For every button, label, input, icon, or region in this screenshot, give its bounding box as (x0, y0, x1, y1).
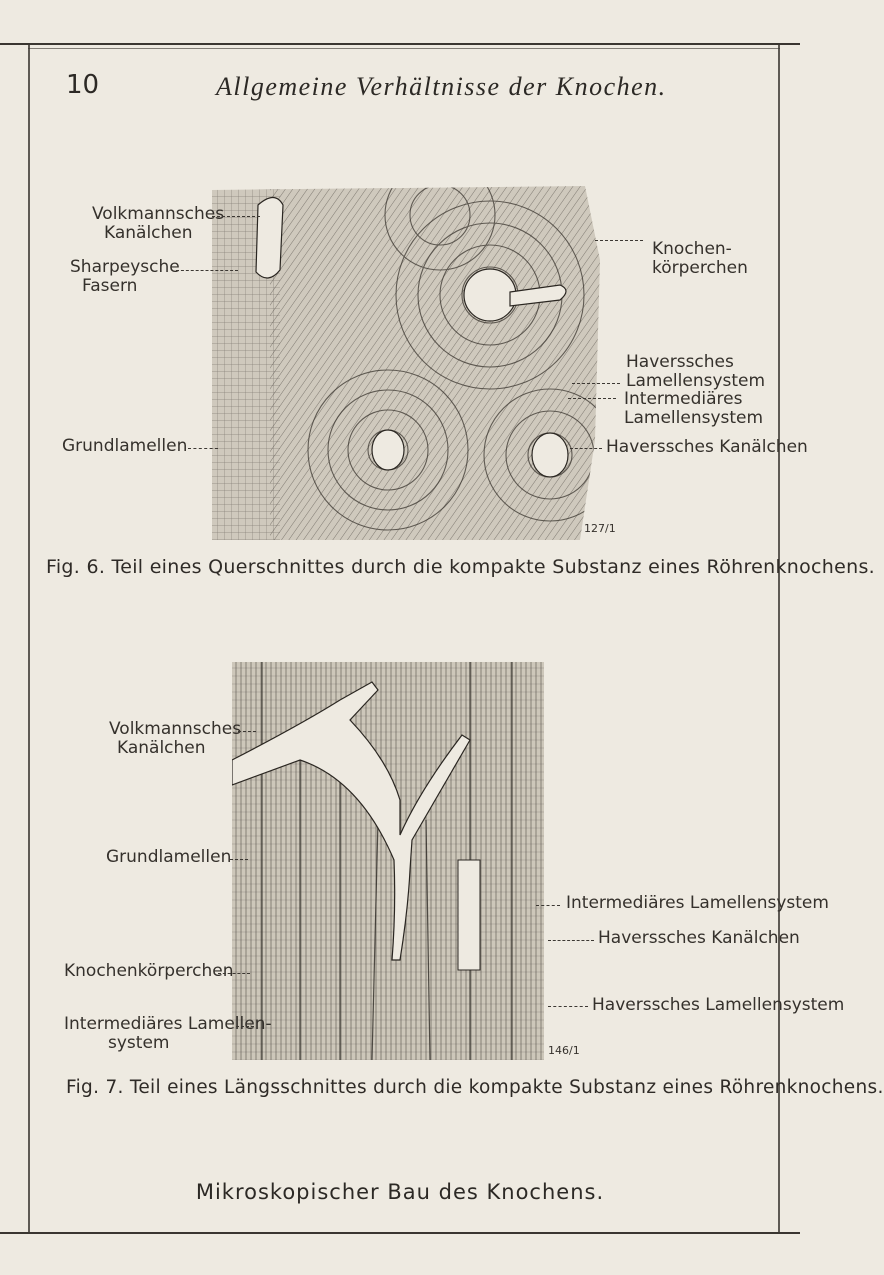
fig7-leader-intermed-right (536, 905, 560, 906)
fig7-label-havers-kanal: Haverssches Kanälchen (598, 928, 800, 948)
fig6-caption: Fig. 6. Teil eines Querschnittes durch die kompakte Substanz eines Röhrenknochens. (46, 556, 876, 578)
fig7-label-havers-system: Haverssches Lamellensystem (592, 995, 845, 1015)
fig7-leader-grundlamellen (230, 859, 248, 860)
fig7-leader-knochenkoerperchen (218, 973, 250, 974)
fig7-leader-volkmann (238, 731, 256, 732)
fig7-label-knochenkoerperchen: Knochenkörperchen (64, 961, 234, 981)
fig6-label-sharpey: Sharpeysche (70, 257, 180, 277)
fig6-label-intermed-line2: Lamellensystem (624, 408, 764, 428)
fig6-label-havers-kanal: Haverssches Kanälchen (606, 437, 808, 457)
fig7-caption: Fig. 7. Teil eines Längsschnittes durch die kompakte Substanz eines Röhrenknochens. (66, 1077, 884, 1098)
fig7-label-volkmann-line2: Kanälchen (117, 738, 206, 758)
fig7-label-volkmann: Volkmannsches (109, 719, 242, 739)
fig7-leader-havers-kanal (548, 940, 594, 941)
fig7-label-intermed-right: Intermediäres Lamellensystem (566, 893, 829, 913)
plate-title: Mikroskopischer Bau des Knochens. (195, 1180, 605, 1204)
fig6-label-sharpey-line2: Fasern (82, 276, 138, 296)
fig6-magnification: 127/1 (584, 522, 616, 535)
fig6-label-knochen: Knochen- (652, 239, 732, 259)
fig6-label-havers-system-line2: Lamellensystem (626, 371, 766, 391)
fig6-label-havers-system: Haverssches (626, 352, 734, 372)
fig7-label-grundlamellen: Grundlamellen (106, 847, 232, 867)
fig6-label-volkmann-line1: Volkmannsches (92, 204, 225, 224)
page-title: Allgemeine Verhältnisse der Knochen. (216, 72, 667, 101)
page-number: 10 (66, 70, 100, 100)
fig6-label-volkmann-line2: Kanälchen (104, 223, 193, 243)
fig6-label-knochen-line2: körperchen (652, 258, 748, 278)
fig6-label-intermed: Intermediäres (624, 389, 743, 409)
fig7-leader-havers-system (548, 1006, 588, 1007)
fig7-leader-intermed-left (236, 1026, 254, 1027)
fig7-magnification: 146/1 (548, 1044, 580, 1057)
fig6-label-grundlamellen: Grundlamellen (62, 436, 188, 456)
fig7-label-intermed-left: Intermediäres Lamellen- (64, 1014, 272, 1034)
fig7-label-intermed-left-line2: system (108, 1033, 170, 1053)
